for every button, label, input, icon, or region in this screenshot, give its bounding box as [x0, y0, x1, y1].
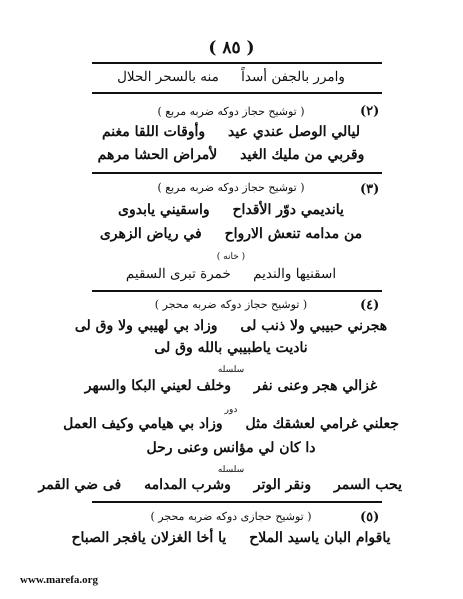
silsila-label: سلسله [217, 465, 245, 475]
verse-hemistich: ياقوام البان ياسيد الملاح [249, 530, 391, 546]
section-rule [92, 92, 382, 94]
section-rule [92, 172, 382, 174]
section-number: (٥) [360, 510, 380, 525]
verse-line [60, 378, 402, 394]
dawr-label: دور [224, 405, 238, 415]
section-number: (٤) [360, 298, 380, 313]
section-heading: ( توشيح حجازى دوكه ضربه محجر ) [150, 510, 312, 523]
verse-line [60, 318, 402, 334]
verse-hemistich: يا أخا الغزلان يافجر الصباح [71, 530, 227, 546]
verse-hemistich: وامرر بالجفن أسداً [241, 69, 345, 85]
verse-hemistich: ليالي الوصل عندي عيد [228, 124, 361, 140]
verse-hemistich: جعلني غرامي لعشقك مثل [245, 416, 399, 432]
verse-line [38, 477, 402, 493]
section-heading: ( توشيح حجاز دوكه ضربه محجر ) [154, 298, 308, 311]
header-rule [92, 62, 382, 64]
verse-hemistich: من مدامه تنعش الارواح [224, 226, 363, 242]
section-rule [92, 290, 382, 292]
verse-hemistich: هجرني حبيبي ولا ذنب لى [240, 318, 388, 334]
verse-line: ناديت ياطبيبي بالله وق لى [154, 340, 308, 356]
verse-line [60, 416, 402, 432]
verse-hemistich: يانديمي دوّر الأقداح [232, 202, 344, 218]
verse-line [60, 124, 402, 140]
verse-segment: فى ضي القمر [38, 477, 122, 493]
verse-hemistich: وقربي من مليك الغيد [240, 147, 365, 163]
verse-hemistich: اسقنيها والنديم [253, 266, 337, 282]
verse-hemistich: واسقيني يابدوى [118, 202, 210, 218]
verse-hemistich: لأمراض الحشا مرهم [97, 147, 218, 163]
silsila-label: سلسله [217, 365, 245, 375]
section-heading: ( توشيح حجاز دوكه ضربه مربع ) [157, 181, 305, 194]
section-number: (٣) [360, 182, 380, 197]
page-number: ( ٨٥ ) [208, 38, 255, 58]
verse-hemistich: غزالي هجر وعنى نفر [253, 378, 378, 394]
khana-label: ( خانه ) [216, 252, 246, 262]
verse-line [60, 147, 402, 163]
section-heading: ( توشيح حجاز دوكه ضربه مربع ) [157, 105, 305, 118]
verse-line [60, 226, 402, 242]
footer-url: www.marefa.org [20, 574, 98, 586]
verse-hemistich: وزاد بي لهيبي ولا وق لى [74, 318, 218, 334]
verse-line [60, 69, 402, 85]
verse-hemistich: وأوقات اللقا مغنم [101, 124, 206, 140]
verse-line: دا كان لي مؤانس وعنى رحل [146, 440, 316, 456]
verse-hemistich: في رياض الزهرى [99, 226, 202, 242]
verse-hemistich: وزاد بي هيامي وكيف العمل [63, 416, 223, 432]
verse-segment: يحب السمر [333, 477, 402, 493]
verse-line [60, 530, 402, 546]
verse-line [60, 266, 402, 282]
verse-hemistich: منه بالسحر الحلال [117, 69, 219, 85]
verse-line [60, 202, 402, 218]
verse-hemistich: وخلف لعيني البكا والسهر [84, 378, 232, 394]
verse-hemistich: خمرة تبرى السقيم [125, 266, 231, 282]
section-number: (٢) [360, 104, 380, 119]
verse-segment: ونقر الوتر [253, 477, 312, 493]
verse-segment: وشرب المدامه [144, 477, 231, 493]
section-rule [92, 501, 382, 503]
